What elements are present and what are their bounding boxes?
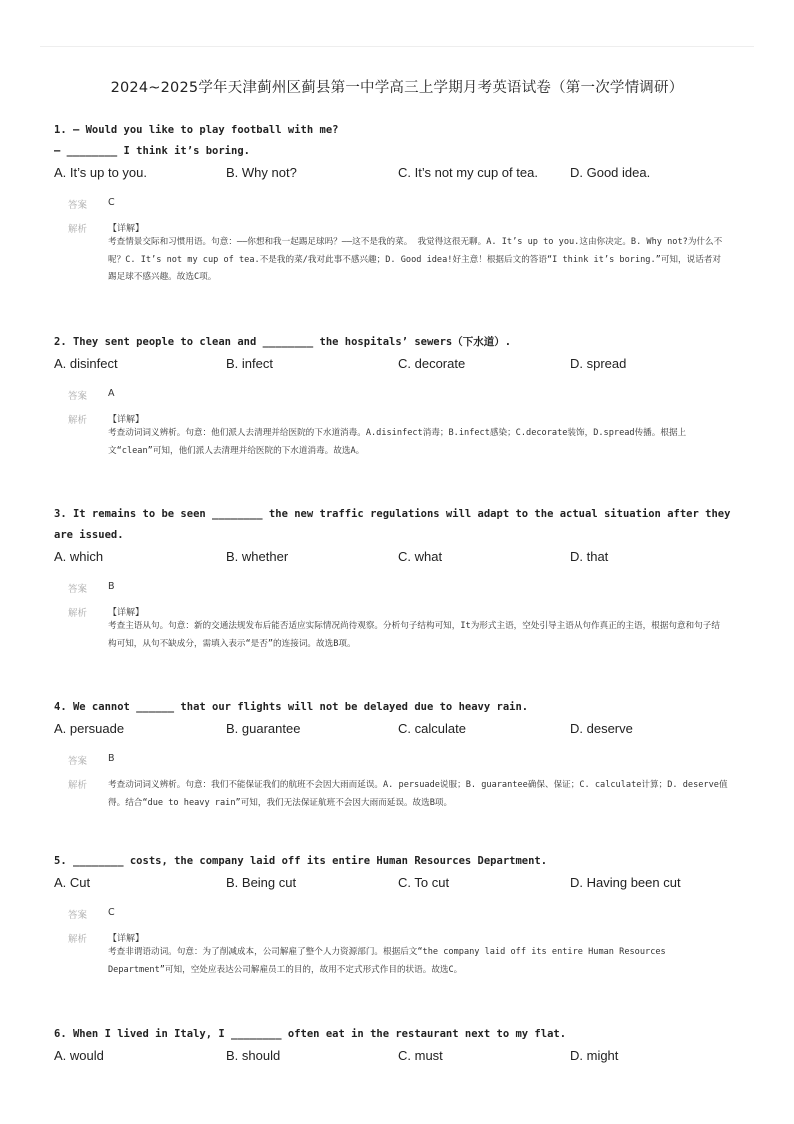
explanation: 考查情景交际和习惯用语。句意：——你想和我一起踢足球吗？——这不是我的菜。 我觉得这很无聊。A. It’s up to you.这由你决定。B. Why not?为什么不呢？C. It’s not my cup of tea.不是我的菜/我对此事不感兴趣；D. Good idea!好主意！根据后文的答语“I think it’s boring.”可知，说话者对踢足球不感兴趣。故选C项。	[108, 237, 723, 282]
option-c: C. calculate	[398, 721, 466, 736]
answer-label: 答案	[68, 391, 88, 402]
option-c: C. It’s not my cup of tea.	[398, 165, 538, 180]
question-stem: 5. ________ costs, the company laid off its entire Human Resources Department.	[54, 855, 548, 867]
options	[54, 718, 744, 739]
analysis-label: 解析	[68, 934, 88, 945]
question-6	[54, 1024, 744, 1066]
option-c: C. what	[398, 549, 443, 564]
explanation: 考查动词词义辨析。句意：我们不能保证我们的航班不会因大雨而延误。A. persuade说服；B. guarantee确保、保证；C. calculate计算；D. deserve值得。结合“due to heavy rain”可知，我们无法保证航班不会因大雨而延误。故选B项。	[108, 780, 728, 808]
detail-heading: 【详解】	[108, 608, 145, 618]
page-title: 2024~2025学年天津蓟州区蓟县第一中学高三上学期月考英语试卷（第一次学情调研）	[110, 80, 684, 96]
question-5	[54, 851, 744, 979]
explanation: 考查非谓语动词。句意：为了削减成本，公司解雇了整个人力资源部门。根据后文“the company laid off its entire Human Resources Department”可知，空处应表达公司解雇员工的目的，故用不定式形式作目的状语。故选C。	[108, 947, 666, 975]
answer-value: C	[108, 907, 115, 918]
question-2	[54, 332, 744, 460]
options	[54, 872, 744, 893]
explanation: 考查主语从句。句意：新的交通法规发布后能否适应实际情况尚待观察。分析句子结构可知，It为形式主语，空处引导主语从句作真正的主语，根据句意和句子结构可知，从句不缺成分，需填入表示“是否”的连接词。故选B项。	[108, 621, 720, 649]
header-divider	[40, 46, 754, 47]
answer-value: C	[108, 197, 115, 208]
answer-label: 答案	[68, 200, 88, 211]
option-b: B. Being cut	[226, 875, 297, 890]
option-b: B. guarantee	[226, 721, 301, 736]
option-b: B. infect	[226, 356, 273, 371]
analysis-label: 解析	[68, 224, 88, 235]
option-c: C. To cut	[398, 875, 450, 890]
option-a: A. It’s up to you.	[54, 165, 147, 180]
answer-block	[68, 197, 744, 287]
analysis-label: 解析	[68, 608, 88, 619]
option-d: D. that	[570, 549, 609, 564]
answer-value: A	[108, 388, 115, 399]
detail-heading: 【详解】	[108, 934, 145, 944]
options	[54, 353, 744, 374]
question-stem: 6. When I lived in Italy, I ________ often eat in the restaurant next to my flat.	[54, 1028, 567, 1040]
option-c: C. decorate	[398, 356, 466, 371]
options	[54, 546, 744, 567]
option-b: B. should	[226, 1048, 281, 1063]
analysis-label: 解析	[68, 415, 88, 426]
answer-value: B	[108, 753, 115, 764]
option-d: D. might	[570, 1048, 619, 1063]
explanation: 考查动词词义辨析。句意：他们派人去清理并给医院的下水道消毒。A.disinfect消毒；B.infect感染；C.decorate装饰，D.spread传播。根据上文“clean”可知，他们派人去清理并给医院的下水道消毒。故选A。	[108, 428, 687, 456]
question-stem: 3. It remains to be seen ________ the new traffic regulations will adapt to the actual situation after they are issued.	[54, 508, 737, 541]
answer-block	[68, 581, 744, 653]
option-d: D. spread	[570, 356, 627, 371]
options	[54, 1045, 744, 1066]
detail-heading: 【详解】	[108, 415, 145, 425]
answer-label: 答案	[68, 584, 88, 595]
question-3	[54, 504, 744, 653]
question-stem: 2. They sent people to clean and ________ the hospitals’ sewers（下水道）.	[54, 336, 512, 348]
answer-value: B	[108, 581, 115, 592]
option-a: A. disinfect	[54, 356, 118, 371]
option-a: A. would	[54, 1048, 104, 1063]
option-d: D. Good idea.	[570, 165, 651, 180]
answer-label: 答案	[68, 910, 88, 921]
question-1	[54, 120, 744, 287]
answer-block	[68, 907, 744, 979]
detail-heading: 【详解】	[108, 224, 145, 234]
option-d: D. deserve	[570, 721, 633, 736]
question-stem: 4. We cannot ______ that our flights will not be delayed due to heavy rain.	[54, 701, 529, 713]
option-b: B. whether	[226, 549, 289, 564]
question-4	[54, 697, 744, 812]
option-a: A. Cut	[54, 875, 91, 890]
answer-block	[68, 753, 744, 812]
analysis-label: 解析	[68, 780, 88, 791]
option-a: A. which	[54, 549, 104, 564]
options	[54, 162, 744, 183]
answer-block	[68, 388, 744, 460]
option-d: D. Having been cut	[570, 875, 681, 890]
question-stem: 1. — Would you like to play football with me? — ________ I think it’s boring.	[54, 124, 339, 157]
answer-label: 答案	[68, 756, 88, 767]
option-b: B. Why not?	[226, 165, 297, 180]
option-c: C. must	[398, 1048, 443, 1063]
option-a: A. persuade	[54, 721, 125, 736]
